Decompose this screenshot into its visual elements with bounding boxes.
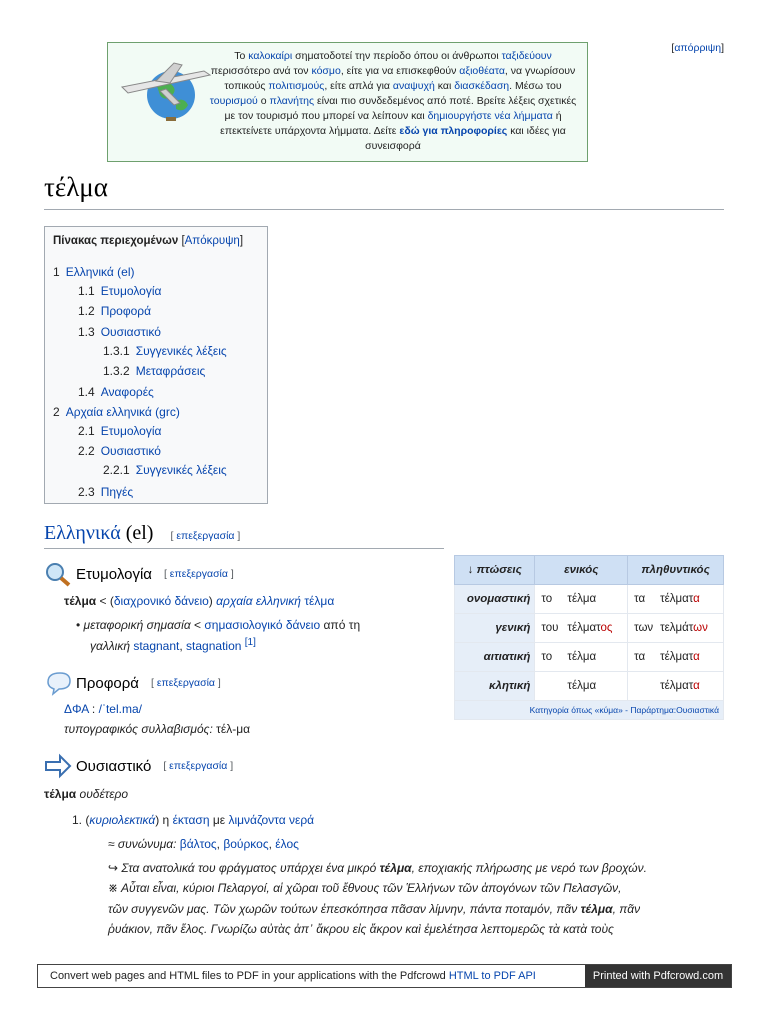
travel-link[interactable]: ταξιδεύουν [501,50,552,62]
airplane-globe-icon [116,53,216,123]
synonym-link[interactable]: βούρκος [223,837,269,851]
toc-item-label[interactable]: Ουσιαστικό [100,444,161,458]
singular-form: του τέλματος [535,614,628,643]
toc-item-number: 1.3.2 [103,364,130,378]
fun-link[interactable]: διασκέδαση [454,80,510,92]
toc-item[interactable] [78,325,161,339]
toc-item-number: 1.2 [78,304,95,318]
case-name: αιτιατική [455,643,535,672]
toc-item-label[interactable]: Συγγενικές λέξεις [135,463,227,477]
ancient-word-link[interactable]: τέλμα [304,594,335,608]
edit-pronunciation-link[interactable]: επεξεργασία [156,677,215,689]
hyphenation-line: τυπογραφικός συλλαβισμός: τέλ-μα [64,722,251,736]
singular-header: ενικός [535,556,628,585]
etymology-line: τέλμα < (διαχρονικό δάνειο) αρχαία ελληνική τέλμα [64,594,335,608]
declension-row [455,643,724,672]
ipa-link[interactable]: ΔΦΑ [64,702,89,716]
edit-etymology-link[interactable]: επεξεργασία [169,568,228,580]
cases-header: ↓ πτώσεις [455,556,535,585]
toc-heading: Πίνακας περιεχομένων [Απόκρυψη] [53,235,244,247]
case-name: γενική [455,614,535,643]
example-2-line-1: ※ Αὗται εἶναι, κύριοι Πελαργοί, αἱ χῶραι τοῦ ἔθνους τῶν Ἑλλήνων τῶν ἀπογόνων τῶν Πελασγῶν, [108,881,622,895]
toc-item-label[interactable]: Πηγές [100,485,134,499]
singular-form: το τέλμα [535,643,628,672]
title-divider [44,209,724,210]
toc-item[interactable] [103,344,227,358]
create-entries-link[interactable]: δημιουργήστε νέα λήμματα [427,110,553,122]
disclaimer: [απόρριψη] [671,42,724,54]
edit-section: [ επεξεργασία ] [170,530,241,542]
ancient-greek-link[interactable]: αρχαία ελληνική [216,594,301,608]
info-link[interactable]: εδώ για πληροφορίες [399,125,508,137]
declension-row [455,585,724,614]
magnifier-icon [44,561,72,587]
banner-text: Το καλοκαίρι σηματοδοτεί την περίοδο όπου οι άνθρωποι ταξιδεύουν περισσότερο ανά τον κόσμο, είτε για να επισκεφθούν αξιοθέατα, να γνωρίσουν τοπικούς πολιτισμούς, είτε απλά για αναψυχή και διασκέδαση. Μέσω του τουρισμού ο πλανήτης είναι πιο συνδεδεμένος από ποτέ. Βρείτε λέξεις σχετικές με τον τουρισμό που μπορεί να λείπουν και δημιουργήστε νέα λήμματα ή επεκτείνετε υπάρχοντα λήμματα. Δείτε εδώ για πληροφορίες και ιδέες για συνεισφορά [209,50,577,152]
toc-item-number: 1.3.1 [103,344,130,358]
extent-link[interactable]: έκταση [172,813,210,827]
toc-item-label[interactable]: Αρχαία ελληνικά (grc) [65,405,180,419]
toc-item-label[interactable]: Προφορά [100,304,152,318]
toc-item-label[interactable]: Ελληνικά (el) [65,265,135,279]
plural-form: τέλματα [628,672,724,701]
toc-item[interactable] [78,485,133,499]
declension-row [455,672,724,701]
stagnation-link[interactable]: stagnation [186,639,242,653]
plural-header: πληθυντικός [628,556,724,585]
definition-1: 1. (κυριολεκτικά) η έκταση με λιμνάζοντα νερά [72,813,315,827]
toc-item-number: 2 [53,405,60,419]
case-name: κλητική [455,672,535,701]
toc-item-number: 1.4 [78,385,95,399]
singular-form: τέλμα [535,672,628,701]
ipa-line: ΔΦΑ : /ˈtel.ma/ [64,702,142,716]
plural-form: των τελμάτων [628,614,724,643]
toc-item-label[interactable]: Ετυμολογία [100,424,162,438]
stagnant-water-link[interactable]: λιμνάζοντα νερά [228,813,315,827]
loan-link[interactable]: διαχρονικό δάνειο [113,594,209,608]
example-2-line-3: ῥυάκιον, πᾶν ἕλος. Γνωρίζω αὐτὰς ἀπ᾽ ἄκρου εἰς ἄκρον καὶ ἐμελέτησα λεπτομερῶς τὰ κατὰ τοὺς [108,922,614,936]
literal-link[interactable]: κυριολεκτικά [89,813,156,827]
world-link[interactable]: κόσμο [311,65,341,77]
example-1: ↪ Στα ανατολικά του φράγματος υπάρχει ένα μικρό τέλμα, εποχιακής πλήρωσης με νερό των βροχών. [108,861,647,875]
disclaimer-link[interactable]: απόρριψη [674,42,722,54]
cultures-link[interactable]: πολιτισμούς [268,80,325,92]
printed-with-badge[interactable]: Printed with Pdfcrowd.com [585,965,731,987]
etymology-bullet: • μεταφορική σημασία < σημασιολογικό δάνειο από τη [76,618,361,632]
synonym-link[interactable]: βάλτος [179,837,217,851]
declension-row [455,614,724,643]
relax-link[interactable]: αναψυχή [392,80,435,92]
toc-item[interactable] [78,304,151,318]
toc-item-label[interactable]: Αναφορές [100,385,154,399]
arrow-right-icon [44,753,72,779]
toc-item-label[interactable]: Ουσιαστικό [100,325,161,339]
page-title: τέλμα [44,172,108,202]
toc-item-label[interactable]: Μεταφράσεις [135,364,206,378]
toc-item[interactable] [78,444,161,458]
toc-item-label[interactable]: Ετυμολογία [100,284,162,298]
pdfcrowd-footer: Convert web pages and HTML files to PDF in your applications with the Pdfcrowd HTML to PDF API Printed with Pdfcrowd.com [37,964,732,988]
noun-heading: Ουσιαστικό [ επεξεργασία ] [44,753,233,779]
speech-bubble-icon [44,670,72,696]
toc-item[interactable] [78,284,161,298]
toc-item-number: 1.1 [78,284,95,298]
etymology-heading: Ετυμολογία [ επεξεργασία ] [44,561,234,587]
toc-item-number: 2.3 [78,485,95,499]
case-name: ονομαστική [455,585,535,614]
edit-noun-link[interactable]: επεξεργασία [169,760,228,772]
noun-headword: τέλμα ουδέτερο [44,787,129,801]
toc-item-number: 1.3 [78,325,95,339]
toc-item[interactable] [53,405,180,419]
toc-item-number: 2.2 [78,444,95,458]
edit-link[interactable]: επεξεργασία [176,530,235,542]
toc-item-number: 1 [53,265,60,279]
planet-link[interactable]: πλανήτης [269,95,315,107]
synonyms-line: ≈ συνώνυμα: βάλτος, βούρκος, έλος [108,837,299,851]
pronunciation-heading: Προφορά [ επεξεργασία ] [44,670,221,696]
singular-form: το τέλμα [535,585,628,614]
toc-toggle-link[interactable]: Απόκρυψη [184,235,240,247]
plural-form: τα τέλματα [628,643,724,672]
summer-link[interactable]: καλοκαίρι [248,50,293,62]
declension-table [454,555,724,720]
html-to-pdf-link[interactable]: HTML to PDF API [448,970,536,982]
toc-item-label[interactable]: Συγγενικές λέξεις [135,344,227,358]
example-2-line-2: τῶν συγγενῶν μας. Τῶν χωρῶν τούτων ἐπεσκόπησα πᾶσαν λίμνην, πάντα ποταμόν, πᾶν τέλμα, πᾶν [108,902,641,916]
sights-link[interactable]: αξιοθέατα [459,65,505,77]
synonym-link[interactable]: έλος [275,837,299,851]
tourism-link[interactable]: τουρισμού [209,95,258,107]
toc-item-number: 2.1 [78,424,95,438]
etymology-bullet-cont: γαλλική stagnant, stagnation [1] [90,637,256,653]
language-heading: Ελληνικά (el) [ επεξεργασία ] [44,522,241,544]
toc-item-number: 2.2.1 [103,463,130,477]
language-name-link[interactable]: Ελληνικά [44,522,121,544]
declension-category-link[interactable]: Κατηγορία όπως «κύμα» - Παράρτημα:Ουσιαστικά [529,705,719,715]
reference-link[interactable]: [1] [244,637,256,648]
declension-category-row [455,701,724,720]
toc-item[interactable] [103,463,227,477]
toc-item[interactable] [78,385,154,399]
toc-item[interactable] [78,424,161,438]
stagnant-link[interactable]: stagnant [133,639,180,653]
language-divider [44,548,444,549]
table-of-contents [44,226,268,504]
plural-form: τα τέλματα [628,585,724,614]
toc-item[interactable] [53,265,135,279]
semantic-loan-link[interactable]: σημασιολογικό δάνειο [204,618,321,632]
tourism-banner [107,42,588,162]
toc-item[interactable] [103,364,205,378]
